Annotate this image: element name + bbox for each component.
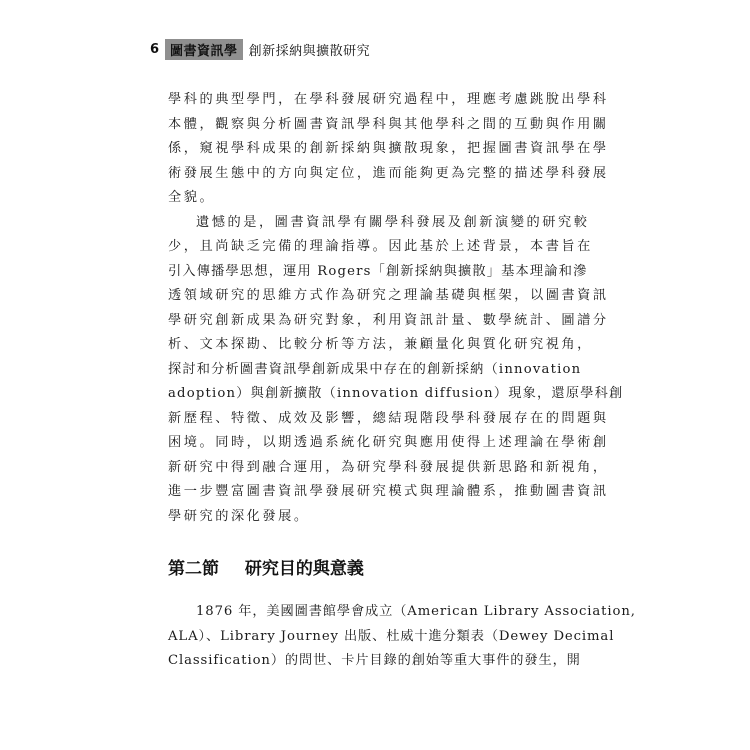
text-line: 本體，觀察與分析圖書資訊學科與其他學科之間的互動與作用關	[168, 116, 609, 132]
text-line: 困境。同時，以期透過系統化研究與應用使得上述理論在學術創	[168, 435, 609, 450]
text-line: 引入傳播學思想，運用 Rogers「創新採納與擴散」基本理論和滲	[168, 263, 588, 279]
text-line: Classification）的問世、卡片目錄的創始等重大事件的發生，開	[168, 653, 581, 668]
section-heading	[168, 554, 364, 579]
page-number: 6	[150, 41, 160, 57]
chapter-title: 創新採納與擴散研究	[248, 43, 371, 59]
text-line: 新研究中得到融合運用，為研究學科發展提供新思路和新視角，	[168, 459, 609, 475]
text-line: 係，窺視學科成果的創新採納與擴散現象，把握圖書資訊學在學	[168, 141, 609, 156]
paragraph-first-line: 遺憾的是，圖書資訊學有關學科發展及創新演變的研究較	[196, 214, 590, 230]
text-line: 學研究創新成果為研究對象，利用資訊計量、數學統計、圖譜分	[168, 312, 609, 328]
text-line: 少，且尚缺乏完備的理論指導。因此基於上述背景，本書旨在	[168, 239, 593, 254]
running-head	[150, 38, 370, 60]
text-line: 學研究的深化發展。	[168, 508, 310, 524]
text-line: 析、文本探勘、比較分析等方法，兼顧量化與質化研究視角，	[168, 337, 593, 352]
text-line: ALA）、Library Journey 出版、杜威十進分類表（Dewey Decimal	[168, 628, 615, 644]
text-line: 新歷程、特徵、成效及影響，總結現階段學科發展存在的問題與	[168, 410, 609, 426]
section-body-text	[168, 600, 636, 674]
body-text	[168, 88, 624, 529]
text-line: 進一步豐富圖書資訊學發展研究模式與理論體系，推動圖書資訊	[168, 484, 609, 499]
text-line: adoption）與創新擴散（innovation diffusion）現象，還原學科創	[168, 386, 624, 401]
paragraph-first-line: 1876 年，美國圖書館學會成立（American Library Association,	[196, 604, 636, 619]
text-line: 透領域研究的思維方式作為研究之理論基礎與框架，以圖書資訊	[168, 288, 609, 303]
section-title: 研究目的與意義	[244, 559, 364, 579]
book-title: 圖書資訊學	[165, 39, 243, 60]
section-number: 第二節	[168, 559, 219, 579]
text-line: 全貌。	[168, 190, 216, 205]
text-line: 探討和分析圖書資訊學創新成果中存在的創新採納（innovation	[168, 361, 582, 377]
text-line: 學科的典型學門，在學科發展研究過程中，理應考慮跳脫出學科	[168, 92, 609, 107]
text-line: 術發展生態中的方向與定位，進而能夠更為完整的描述學科發展	[168, 165, 609, 181]
